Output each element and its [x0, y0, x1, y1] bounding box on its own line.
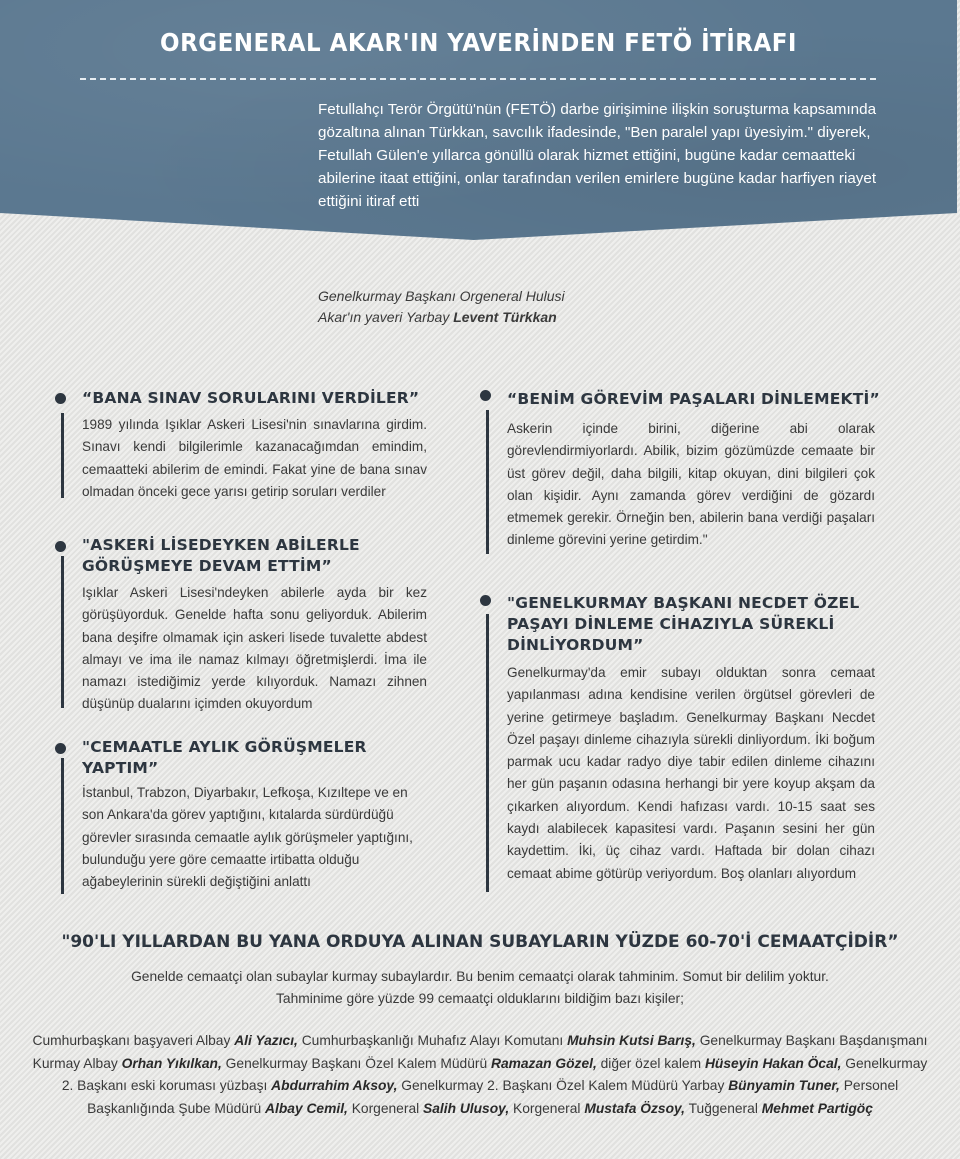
- bullet-icon: [480, 595, 491, 606]
- section-rule: [61, 758, 64, 894]
- section-rule: [61, 556, 64, 708]
- person-name: Mustafa Özsoy,: [584, 1100, 686, 1116]
- person-name: Salih Ulusoy,: [423, 1100, 510, 1116]
- name-prefix: Genelkurmay Başkanı Başdanışmanı Kurmay Albay: [32, 1033, 928, 1071]
- person-name: Ali Yazıcı,: [234, 1033, 298, 1048]
- section-body: İstanbul, Trabzon, Diyarbakır, Lefkoşa, Kızıltepe ve en son Ankara'da görev yaptığını, kıtalarda sürdürdüğü görevler sırasında cemaatle aylık görüşmeler yaptığını, bulunduğu yere göre cemaatte irtibatta olduğu ağabeylerinin sürekli değiştiğini anlattı: [82, 785, 413, 890]
- person-name: Hüseyin Hakan Öcal,: [704, 1055, 842, 1071]
- person-name: Ramazan Gözel,: [490, 1055, 597, 1071]
- bullet-icon: [55, 743, 66, 754]
- section-body: 1989 yılında Işıklar Askeri Lisesi'nin sınavlarına girdim. Sınavı kendi bilgilerimle kazanacağımdan emindim, cemaatteki abilerim de emindi. Fakat yine de bana sınav olmadan önceki gece yarısı getirip soruları verdiler: [82, 417, 427, 499]
- bottom-intro-line-1: Genelde cemaatçi olan subaylar kurmay subaylardır. Bu benim cemaatçi olarak tahminim. Somut bir delilim yoktur.: [131, 969, 829, 984]
- person-name: Orhan Yıkılkan,: [121, 1055, 222, 1071]
- name-prefix: Korgeneral: [347, 1100, 424, 1116]
- bottom-intro-line-2: Tahminime göre yüzde 99 cemaatçi olduklarını bildiğim bazı kişiler;: [276, 991, 684, 1006]
- section-title: "ASKERİ LİSEDEYKEN ABİLERLE GÖRÜŞMEYE DEVAM ETTİM”: [82, 536, 360, 575]
- page-title: ORGENERAL AKAR'IN YAVERİNDEN FETÖ İTİRAFI: [160, 28, 797, 57]
- section-title: “BENİM GÖREVİM PAŞALARI DİNLEMEKTİ”: [507, 390, 880, 408]
- person-name: Albay Cemil,: [265, 1100, 348, 1116]
- name-prefix: Genelkurmay Başkanı Özel Kalem Müdürü: [221, 1055, 491, 1071]
- bullet-icon: [55, 393, 66, 404]
- section-rule: [486, 614, 489, 892]
- person-name: Mehmet Partigöç: [761, 1100, 873, 1116]
- person-name: Abdurrahim Aksoy,: [271, 1078, 398, 1093]
- names-list: [30, 1030, 930, 1120]
- name-prefix: Korgeneral: [509, 1100, 585, 1116]
- section-body: Işıklar Askeri Lisesi'ndeyken abilerle ayda bir kez görüşüyorduk. Genelde hafta sonu geliyorduk. Abilerim bana deşifre olmamak için askeri lisede tuvalette abdest almayı ve ima ile namaz kılmayı öğretmişlerdi. İma ile namazı istediğimiz yerde kılıyorduk. Namazı zihnen düşünüp dualarını içimden okuyordum: [82, 585, 427, 712]
- section-rule: [486, 410, 489, 554]
- name-prefix: diğer özel kalem: [596, 1055, 705, 1071]
- photo-caption: [318, 286, 618, 328]
- name-prefix: Personel Başkanlığında Şube Müdürü: [87, 1078, 899, 1116]
- name-prefix: Genelkurmay 2. Başkanı eski koruması yüzbaşı: [61, 1055, 928, 1093]
- bullet-icon: [480, 390, 491, 401]
- section-title: "GENELKURMAY BAŞKANI NECDET ÖZEL PAŞAYI DİNLEME CİHAZIYLA SÜREKLİ DİNLİYORDUM”: [507, 594, 860, 654]
- bottom-intro: [60, 966, 900, 1010]
- caption-line-1: Genelkurmay Başkanı Orgeneral Hulusi: [318, 288, 565, 304]
- person-name: Bünyamin Tuner,: [728, 1078, 840, 1093]
- caption-line-2: [318, 307, 618, 328]
- section-title: “BANA SINAV SORULARINI VERDİLER”: [82, 389, 420, 407]
- intro-paragraph: Fetullahçı Terör Örgütü'nün (FETÖ) darbe girişimine ilişkin soruşturma kapsamında gözaltına alınan Türkkan, savcılık ifadesinde, "Ben paralel yapı üyesiyim." diyerek, Fetullah Gülen'e yıllarca gönüllü olarak hizmet ettiğini, bugüne kadar cemaatteki abilerine itaat ettiğini, onlar tarafından verilen emirlere bugüne kadar harfiyen riayet ettiğini itiraf etti: [318, 101, 877, 210]
- name-prefix: Genelkurmay 2. Başkanı Özel Kalem Müdürü Yarbay: [397, 1078, 729, 1093]
- person-name: Muhsin Kutsi Barış,: [567, 1033, 696, 1048]
- name-prefix: Cumhurbaşkanlığı Muhafız Alayı Komutanı: [297, 1033, 568, 1048]
- section-title: "CEMAATLE AYLIK GÖRÜŞMELER YAPTIM”: [82, 738, 367, 777]
- dashed-divider: [80, 78, 876, 80]
- bottom-heading: "90'LI YILLARDAN BU YANA ORDUYA ALINAN SUBAYLARIN YÜZDE 60-70'İ CEMAATÇİDİR”: [61, 932, 899, 952]
- caption-name: Levent Türkkan: [453, 309, 557, 325]
- name-prefix: Cumhurbaşkanı başyaveri Albay: [32, 1033, 235, 1048]
- section-body: Genelkurmay'da emir subayı olduktan sonra cemaat yapılanması adına kendisine verilen örgütsel görevleri de yerine getirmeye başladım. Genelkurmay Başkanı Necdet Özel paşayı dinleme cihazıyla sürekli dinliyordum. İki boğum parmak ucu kadar radyo diye tabir edilen dinleme cihazını her gün paşanın odasına herhangi bir yere koyup akşam da çıkarken alıyordum. Kendi hafızası vardı. 10-15 saat ses kaydı alabilecek kapasitesi vardı. Paşanın sesini her gün kaydettim. İki, üç cihaz vardı. Haftada bir dolan cihazı cemaat abime götürüp veriyordum. Boş olanları alıyordum: [507, 665, 875, 881]
- section-body: Askerin içinde birini, diğerine abi olarak görevlendirmiyorlardı. Abilik, bizim gözümüzde cemaate bir üst görev değil, daha bilgili, kitap okuyan, dini bilgileri çok olan kişidir. Aynı zamanda görev verdiğini de gözardı etmemek gerekir. Örneğin ben, abilerin bana verdiği paşaları dinleme görevini yerine getirdim.": [507, 421, 875, 548]
- name-prefix: Tuğgeneral: [685, 1100, 762, 1116]
- bullet-icon: [55, 541, 66, 552]
- section-rule: [61, 413, 64, 498]
- caption-prefix: Akar'ın yaveri Yarbay: [318, 309, 454, 325]
